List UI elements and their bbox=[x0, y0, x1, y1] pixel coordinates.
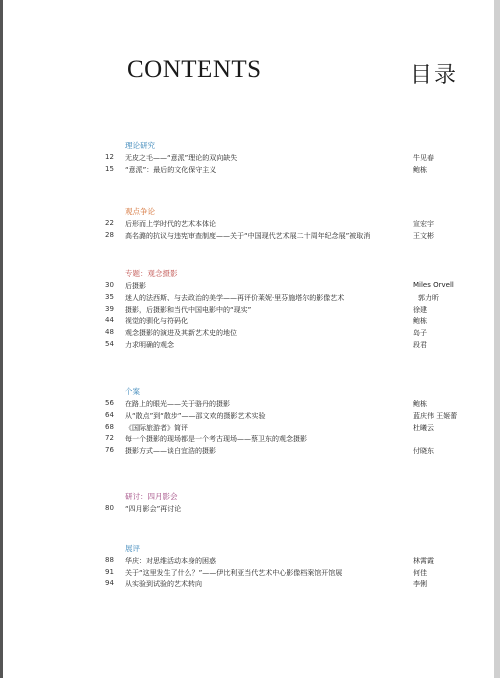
entry-title: 后摄影 bbox=[125, 282, 146, 290]
toc-entry[interactable] bbox=[0, 305, 500, 315]
toc-entry[interactable] bbox=[0, 231, 500, 241]
toc-entry[interactable] bbox=[0, 399, 500, 409]
toc-entry[interactable] bbox=[0, 281, 500, 291]
entry-title: 关于“这里发生了什么？”——伊比利亚当代艺术中心影像档案馆开馆展 bbox=[125, 568, 343, 577]
entry-page-number: 48 bbox=[105, 328, 114, 337]
entry-page-number: 88 bbox=[105, 556, 114, 564]
entry-page-number: 80 bbox=[105, 504, 114, 512]
entry-title: 华庆：对思维活动本身的困惑 bbox=[125, 557, 216, 565]
entry-page-number: 54 bbox=[105, 340, 114, 348]
toc-entry[interactable] bbox=[0, 556, 500, 566]
section-heading: 研讨：四月影会 bbox=[125, 492, 178, 501]
entry-author: 杜曦云 bbox=[413, 423, 434, 432]
entry-title: 《国际旅游者》简评 bbox=[125, 423, 188, 432]
toc-entry[interactable] bbox=[0, 423, 500, 433]
entry-page-number: 22 bbox=[105, 219, 114, 227]
entry-title: 在路上的眼光——关于骆丹的摄影 bbox=[125, 400, 230, 408]
entry-title: 摄影，后摄影和当代中国电影中的“现实” bbox=[125, 305, 252, 314]
entry-author: 蓝庆伟 王姬蕾 bbox=[413, 411, 458, 420]
entry-page-number: 91 bbox=[105, 567, 114, 576]
entry-page-number: 15 bbox=[105, 164, 114, 173]
section-heading: 专题：观念摄影 bbox=[125, 269, 178, 278]
toc-entry[interactable] bbox=[0, 340, 500, 350]
entry-page-number: 12 bbox=[105, 153, 114, 161]
toc-entry[interactable] bbox=[0, 328, 500, 338]
contents-title-en: CONTENTS bbox=[127, 56, 262, 83]
entry-title: 后形而上学时代的艺术本体论 bbox=[125, 220, 216, 228]
toc-entry[interactable] bbox=[0, 434, 500, 444]
entry-author: 郭力昕 bbox=[418, 293, 439, 302]
section-heading: 个案 bbox=[125, 387, 140, 396]
entry-page-number: 30 bbox=[105, 281, 114, 289]
section-heading: 展评 bbox=[125, 544, 140, 553]
entry-author: 李俐 bbox=[413, 580, 427, 588]
entry-page-number: 94 bbox=[105, 579, 114, 587]
toc-entry[interactable] bbox=[0, 165, 500, 175]
entry-title: 视觉的驯化与符码化 bbox=[125, 317, 188, 326]
entry-title: 从实验到试验的艺术转向 bbox=[125, 580, 202, 588]
entry-page-number: 76 bbox=[105, 446, 114, 455]
toc-entry[interactable] bbox=[0, 504, 500, 514]
entry-author: 牛见春 bbox=[413, 154, 434, 162]
contents-title-zh: 目录 bbox=[410, 63, 459, 88]
entry-author: 鲍栋 bbox=[413, 400, 427, 408]
toc-entry[interactable] bbox=[0, 153, 500, 163]
section-heading: 理论研究 bbox=[125, 141, 155, 150]
entry-title: 迷人的法西斯、与去政治的美学——再评价莱妮·里芬施塔尔的影像艺术 bbox=[125, 293, 345, 302]
entry-author: 鲍栋 bbox=[413, 165, 427, 174]
entry-title: 无皮之毛——“意派”理论的双向缺失 bbox=[125, 154, 238, 162]
entry-title: 力求明确的观念 bbox=[125, 341, 174, 349]
entry-page-number: 56 bbox=[105, 399, 114, 407]
toc-entry[interactable] bbox=[0, 219, 500, 229]
entry-title: 每一个摄影的现场都是一个考古现场——蔡卫东的观念摄影 bbox=[125, 435, 307, 444]
entry-title: “意派”：最后的文化保守主义 bbox=[125, 165, 217, 174]
toc-entry[interactable] bbox=[0, 568, 500, 578]
entry-title: “四月影会”再讨论 bbox=[125, 505, 182, 513]
entry-author: 徐建 bbox=[413, 305, 427, 314]
toc-entry[interactable] bbox=[0, 446, 500, 456]
entry-page-number: 64 bbox=[105, 410, 114, 419]
section-heading: 观点争论 bbox=[125, 207, 155, 216]
entry-author: 付晓东 bbox=[413, 447, 434, 456]
toc-entry[interactable] bbox=[0, 316, 500, 326]
entry-author: 林霄霞 bbox=[413, 557, 434, 565]
toc-entry[interactable] bbox=[0, 293, 500, 303]
entry-page-number: 35 bbox=[105, 292, 114, 301]
entry-author: 宣宏宇 bbox=[413, 220, 434, 228]
toc-entry[interactable] bbox=[0, 411, 500, 421]
entry-author: 岛子 bbox=[413, 329, 427, 338]
entry-title: 摄影方式——谈白宜浩的摄影 bbox=[125, 447, 216, 456]
entry-page-number: 44 bbox=[105, 316, 114, 325]
entry-author: 段君 bbox=[413, 341, 427, 349]
entry-author: 何佳 bbox=[413, 568, 427, 577]
entry-page-number: 39 bbox=[105, 304, 114, 313]
toc-entry[interactable] bbox=[0, 579, 500, 589]
entry-page-number: 28 bbox=[105, 230, 114, 239]
entry-author: 王文彬 bbox=[413, 231, 434, 240]
entry-page-number: 68 bbox=[105, 422, 114, 431]
entry-author: Miles Orvell bbox=[413, 281, 454, 289]
entry-page-number: 72 bbox=[105, 434, 114, 443]
entry-title: 高名潞的抗议与违宪审查制度——关于“中国现代艺术展二十周年纪念展”被取消 bbox=[125, 231, 371, 240]
entry-author: 鲍栋 bbox=[413, 317, 427, 326]
entry-title: 观念摄影的演进及其新艺术史的地位 bbox=[125, 329, 237, 338]
entry-title: 从“散点”到“散步”——邵文欢的摄影艺术实验 bbox=[125, 411, 266, 420]
